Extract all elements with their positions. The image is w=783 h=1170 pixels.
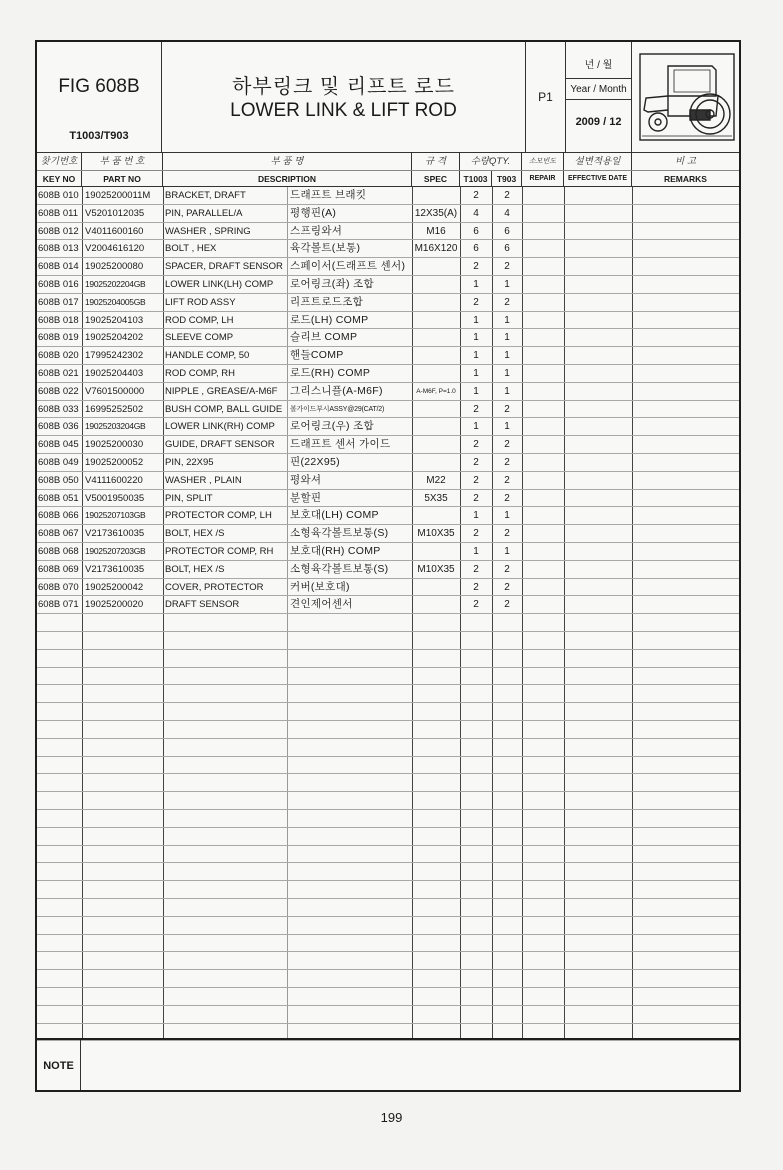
description-en: PROTECTOR COMP, LH [165, 510, 272, 522]
qty-t903: 2 [504, 599, 510, 611]
qty-t1003: 2 [473, 439, 479, 451]
col-remarks-ko: 비 고 [675, 156, 696, 167]
spec [412, 579, 460, 596]
key-no: 608B 018 [38, 314, 79, 326]
spec [412, 401, 460, 418]
description-ko: 보호대(RH) COMP [290, 545, 381, 557]
empty-row [37, 952, 739, 970]
qty-t903: 2 [504, 439, 510, 451]
qty-t1003: 4 [473, 207, 479, 219]
table-row [37, 472, 739, 490]
table-row [37, 454, 739, 472]
description-en: BRACKET, DRAFT [165, 190, 246, 201]
qty-t1003: 2 [473, 403, 479, 415]
table-row [37, 276, 739, 294]
description-ko: 육각볼트(보통) [290, 242, 361, 255]
part-no: V5201012035 [85, 207, 145, 219]
part-no: V2173610035 [85, 563, 145, 575]
description-en: NIPPLE , GREASE/A-M6F [165, 385, 278, 397]
qty-t903: 4 [504, 207, 510, 219]
empty-row [37, 881, 739, 899]
description-en: WASHER , PLAIN [165, 474, 242, 486]
col-qty-ko: 수량QTY. [460, 153, 522, 170]
part-no: V2173610035 [85, 528, 145, 540]
empty-row [37, 1006, 739, 1024]
table-row [37, 312, 739, 330]
empty-row [37, 650, 739, 668]
part-no: 19025203204GB [85, 421, 146, 432]
spec: M22 [426, 474, 446, 486]
parts-sheet [35, 40, 741, 1092]
spec [412, 596, 460, 613]
description-ko: 견인제어센서 [290, 598, 353, 611]
empty-row [37, 757, 739, 775]
empty-row [37, 810, 739, 828]
qty-t1003: 1 [473, 385, 479, 397]
part-no: 19025200052 [85, 457, 144, 468]
description-ko: 그리스니플(A-M6F) [290, 384, 383, 397]
qty-t903: 6 [504, 243, 510, 255]
table-row [37, 436, 739, 454]
description-en: ROD COMP, RH [165, 368, 236, 379]
qty-t903: 1 [504, 546, 510, 557]
spec [412, 543, 460, 560]
description-en: PIN, SPLIT [165, 492, 213, 504]
col-desc-ko: 부 품 명 [163, 153, 412, 170]
key-no: 608B 070 [38, 581, 79, 593]
qty-t1003: 1 [473, 332, 479, 344]
table-row [37, 596, 739, 614]
part-no: 19025204103 [85, 314, 144, 326]
qty-t1003: 2 [473, 528, 479, 540]
description-ko: 볼가이드부시ASSY@29(CAT/2) [290, 405, 385, 413]
description-ko: 핸들COMP [290, 349, 344, 362]
empty-row [37, 899, 739, 917]
spec [412, 418, 460, 435]
part-no: 19025204005GB [85, 296, 146, 307]
description-en: PIN, PARALLEL/A [165, 207, 243, 219]
qty-t903: 2 [504, 563, 510, 575]
spec [412, 294, 460, 311]
qty-t903: 1 [504, 368, 510, 379]
description-en: LOWER LINK(LH) COMP [165, 279, 274, 290]
key-no: 608B 067 [38, 528, 79, 540]
key-no: 608B 021 [38, 368, 79, 379]
empty-row [37, 614, 739, 632]
description-en: PROTECTOR COMP, RH [165, 546, 274, 557]
description-ko: 슬리브 COMP [290, 331, 358, 344]
description-en: ROD COMP, LH [165, 314, 234, 326]
col-spec-ko: 규 격 [412, 153, 460, 170]
qty-t1003: 2 [473, 261, 479, 273]
key-no: 608B 045 [38, 439, 79, 451]
part-no: V7601500000 [85, 385, 145, 397]
part-no: 19025204202 [85, 332, 144, 344]
key-no: 608B 033 [38, 403, 79, 415]
empty-row [37, 828, 739, 846]
table-row [37, 347, 739, 365]
fig-cell [37, 42, 162, 152]
description-ko: 리프트로드조합 [290, 295, 364, 308]
year-month-label-ko: 년 / 월 [584, 60, 613, 71]
description-ko: 로어링크(좌) 조합 [290, 278, 374, 290]
col-part-ko: 부 품 번 호 [82, 153, 163, 170]
qty-t903: 2 [504, 261, 510, 273]
qty-t903: 2 [504, 296, 510, 308]
description-ko: 소형육각볼트보통(S) [290, 562, 389, 575]
qty-t1003: 2 [473, 492, 479, 504]
table-row [37, 383, 739, 401]
title-cell [162, 42, 526, 152]
qty-t903: 1 [504, 314, 510, 326]
qty-t1003: 2 [473, 581, 479, 593]
empty-row [37, 792, 739, 810]
part-no: 19025207203GB [85, 546, 146, 556]
tractor-icon [638, 52, 736, 142]
spec [412, 365, 460, 382]
part-no: V4111600220 [85, 474, 143, 486]
col-spec-en: SPEC [412, 171, 460, 186]
description-ko: 로드(LH) COMP [290, 313, 369, 326]
empty-row [37, 935, 739, 953]
qty-t903: 2 [504, 457, 510, 468]
empty-row [37, 703, 739, 721]
key-no: 608B 036 [38, 421, 79, 433]
qty-t1003: 2 [473, 599, 479, 611]
table-row [37, 223, 739, 241]
table-row [37, 329, 739, 347]
qty-t903: 1 [504, 510, 510, 522]
col-key-ko: 찾기번호 [37, 153, 82, 170]
qty-t903: 2 [504, 528, 510, 540]
qty-t1003: 2 [473, 296, 479, 308]
description-en: BOLT , HEX [165, 243, 217, 255]
key-no: 608B 013 [38, 243, 79, 255]
qty-t1003: 1 [473, 510, 479, 522]
empty-row [37, 863, 739, 881]
table-row [37, 579, 739, 597]
col-eff-en: EFFECTIVE DATE [564, 171, 632, 186]
description-en: LOWER LINK(RH) COMP [165, 421, 275, 433]
description-en: LIFT ROD ASSY [165, 296, 236, 308]
illustration-cell [632, 42, 743, 152]
key-no: 608B 051 [38, 492, 79, 504]
description-en: BOLT, HEX /S [165, 528, 225, 540]
key-no: 608B 022 [38, 385, 79, 397]
key-no: 608B 014 [38, 261, 79, 273]
spec: M16X120 [414, 243, 458, 255]
col-desc-en: DESCRIPTION [163, 171, 412, 186]
qty-t903: 2 [504, 474, 510, 486]
table-row [37, 401, 739, 419]
description-ko: 커버(보호대) [290, 580, 350, 593]
key-no: 608B 019 [38, 332, 79, 344]
description-ko: 소형육각볼트보통(S) [290, 527, 389, 540]
key-no: 608B 017 [38, 296, 79, 308]
key-no: 608B 050 [38, 474, 79, 486]
qty-t1003: 2 [473, 457, 479, 468]
spec: A-M6F, P=1.0 [416, 387, 456, 395]
col-eff-ko: 설변적용일 [564, 153, 632, 170]
page-label: P1 [538, 90, 553, 104]
qty-t903: 1 [504, 350, 510, 362]
page-cell [526, 42, 566, 152]
key-no: 608B 010 [38, 190, 79, 201]
spec: M10X35 [417, 528, 455, 540]
qty-t1003: 6 [473, 243, 479, 255]
spec [412, 329, 460, 346]
table-row [37, 507, 739, 525]
key-no: 608B 020 [38, 350, 79, 362]
key-no: 608B 066 [38, 510, 79, 522]
description-ko: 로어링크(우) 조합 [290, 420, 374, 433]
col-t903: T903 [492, 171, 522, 186]
description-ko: 평행핀(A) [290, 206, 337, 219]
empty-row [37, 774, 739, 792]
fig-number: FIG 608B [58, 76, 140, 97]
note-area [37, 1038, 739, 1090]
spec [412, 276, 460, 293]
col-part-en: PART NO [82, 171, 163, 186]
col-key-en: KEY NO [37, 171, 82, 186]
part-no: V5001950035 [85, 492, 145, 504]
part-no: 16995252502 [85, 403, 144, 415]
table-row [37, 205, 739, 223]
key-no: 608B 016 [38, 279, 79, 290]
table-row [37, 187, 739, 205]
key-no: 608B 049 [38, 457, 79, 468]
description-ko: 스페이서(드래프트 센서) [290, 260, 406, 273]
description-en: DRAFT SENSOR [165, 599, 240, 611]
col-repair-ko: 소모빈도 [522, 153, 564, 170]
key-no: 608B 071 [38, 599, 79, 611]
qty-t1003: 6 [473, 225, 479, 237]
qty-t903: 2 [504, 581, 510, 593]
description-en: GUIDE, DRAFT SENSOR [165, 439, 275, 451]
year-month-label-en: Year / Month [566, 78, 631, 100]
empty-row [37, 632, 739, 650]
part-no: 19025200042 [85, 581, 144, 593]
spec [412, 258, 460, 275]
title-korean: 하부링크 및 리프트 로드 [232, 76, 455, 98]
table-row [37, 294, 739, 312]
qty-t903: 6 [504, 225, 510, 237]
spec: M10X35 [417, 563, 455, 575]
qty-t903: 1 [504, 332, 510, 344]
description-en: HANDLE COMP, 50 [165, 350, 250, 362]
table-row [37, 490, 739, 508]
qty-t903: 1 [504, 421, 510, 433]
table-row [37, 525, 739, 543]
description-ko: 드래프트 브래킷 [290, 189, 367, 201]
qty-t903: 2 [504, 492, 510, 504]
column-header-english [37, 170, 739, 186]
description-en: SLEEVE COMP [165, 332, 234, 344]
description-ko: 보호대(LH) COMP [290, 509, 379, 522]
description-ko: 스프링와셔 [290, 224, 343, 237]
qty-t1003: 1 [473, 421, 479, 433]
description-en: WASHER , SPRING [165, 225, 251, 237]
empty-row [37, 917, 739, 935]
table-row [37, 561, 739, 579]
date-cell [566, 42, 632, 152]
table-row [37, 240, 739, 258]
part-no: 19025200011M [85, 190, 151, 201]
parts-table [37, 186, 739, 1038]
spec: M16 [426, 225, 446, 237]
spec [412, 507, 460, 524]
key-no: 608B 069 [38, 563, 79, 575]
spec [412, 347, 460, 364]
empty-row [37, 970, 739, 988]
part-no: 19025202204GB [85, 279, 146, 289]
qty-t1003: 1 [473, 368, 479, 379]
qty-t1003: 1 [473, 279, 479, 290]
qty-t903: 2 [504, 403, 510, 415]
part-no: 19025200080 [85, 261, 144, 273]
column-header-korean [37, 152, 739, 170]
part-no: 19025207103GB [85, 510, 146, 521]
empty-row [37, 846, 739, 864]
description-ko: 분할핀 [290, 491, 322, 504]
part-no: 19025200030 [85, 439, 144, 451]
description-ko: 드래프트 센서 가이드 [290, 438, 391, 451]
qty-t1003: 1 [473, 350, 479, 362]
table-row [37, 258, 739, 276]
description-en: PIN, 22X95 [165, 457, 214, 468]
qty-t1003: 2 [473, 190, 479, 201]
empty-row [37, 739, 739, 757]
date-value: 2009 / 12 [575, 116, 622, 128]
empty-row [37, 668, 739, 686]
qty-t1003: 1 [473, 546, 479, 557]
spec [412, 187, 460, 204]
table-row [37, 418, 739, 436]
table-row [37, 543, 739, 561]
qty-t1003: 2 [473, 474, 479, 486]
key-no: 608B 012 [38, 225, 79, 237]
empty-row [37, 988, 739, 1006]
table-row [37, 365, 739, 383]
empty-row [37, 721, 739, 739]
col-t1003: T1003 [460, 171, 492, 186]
page-number: 199 [380, 1110, 403, 1125]
spec [412, 312, 460, 329]
empty-row [37, 685, 739, 703]
description-en: BUSH COMP, BALL GUIDE [165, 403, 283, 415]
description-ko: 평와셔 [290, 473, 322, 486]
key-no: 608B 011 [38, 207, 78, 219]
qty-t903: 1 [504, 385, 510, 397]
description-ko: 핀(22X95) [290, 456, 340, 468]
spec [412, 436, 460, 453]
part-no: V2004616120 [85, 243, 145, 255]
qty-t903: 2 [504, 190, 510, 201]
spec: 12X35(A) [414, 207, 458, 219]
col-repair-en: REPAIR [522, 171, 564, 186]
description-ko: 로드(RH) COMP [290, 367, 371, 379]
description-en: COVER, PROTECTOR [165, 581, 264, 593]
description-en: BOLT, HEX /S [165, 563, 225, 575]
part-no: 19025200020 [85, 599, 144, 611]
description-en: SPACER, DRAFT SENSOR [165, 261, 283, 273]
col-remarks-en: REMARKS [664, 174, 707, 184]
key-no: 608B 068 [38, 546, 79, 557]
qty-t903: 1 [504, 279, 510, 290]
part-no: V4011600160 [85, 225, 144, 237]
spec [412, 454, 460, 471]
part-no: 17995242302 [85, 350, 144, 362]
qty-t1003: 1 [473, 314, 479, 326]
qty-t1003: 2 [473, 563, 479, 575]
part-no: 19025204403 [85, 368, 144, 379]
model-name: T1003/T903 [69, 130, 129, 142]
title-english: LOWER LINK & LIFT ROD [230, 100, 457, 121]
spec: 5X35 [424, 492, 448, 504]
note-label: NOTE [37, 1040, 81, 1090]
